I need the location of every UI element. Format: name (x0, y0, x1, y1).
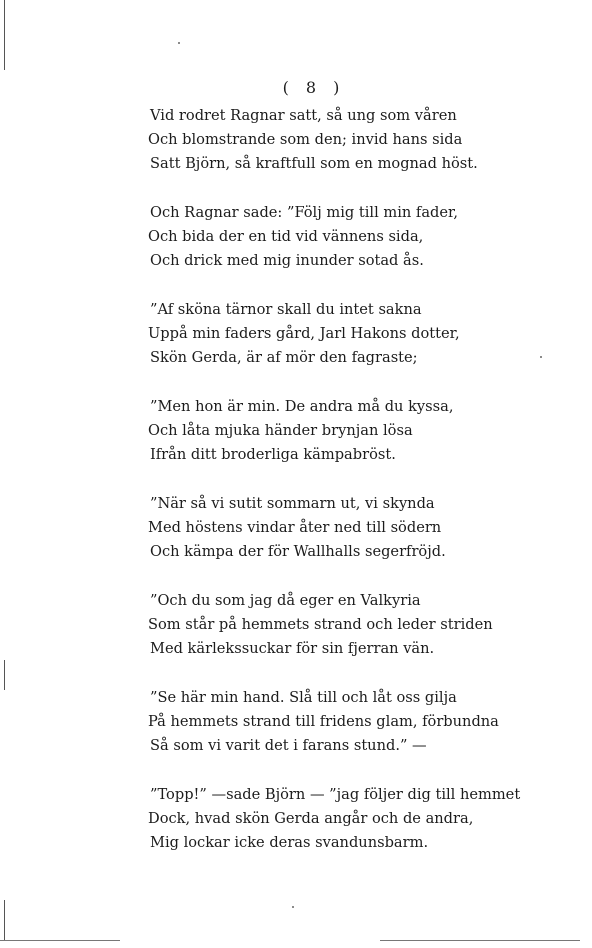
scan-speck (292, 906, 294, 908)
poem-line: ”Men hon är min. De andra må du kyssa, (150, 398, 454, 415)
poem-line: Så som vi varit det i farans stund.” — (150, 737, 427, 754)
poem-line: Mig lockar icke deras svandunsbarm. (150, 834, 429, 851)
poem-line: Och bida der en tid vid vännens sida, (148, 228, 424, 245)
poem-line: ”Se här min hand. Slå till och låt oss gilja (150, 689, 457, 706)
poem-line: Satt Björn, så kraftfull som en mognad höst. (150, 155, 478, 172)
stanza (146, 492, 566, 564)
stanza (146, 201, 566, 273)
poem (146, 104, 566, 880)
page-number: ( 8 ) (282, 78, 346, 97)
scan-edge-mark (4, 900, 5, 940)
stanza (146, 589, 566, 661)
stanza (146, 783, 566, 855)
scan-edge-mark (4, 660, 5, 690)
poem-line: Vid rodret Ragnar satt, så ung som våren (150, 107, 457, 124)
poem-line: På hemmets strand till fridens glam, förbundna (148, 713, 499, 730)
scan-edge-mark (4, 0, 5, 70)
poem-line: ”När så vi sutit sommarn ut, vi skynda (150, 495, 435, 512)
poem-line: Med kärlekssuckar för sin fjerran vän. (150, 640, 435, 657)
poem-line: Och Ragnar sade: ”Följ mig till min fader, (150, 204, 459, 221)
poem-line: Och kämpa der för Wallhalls segerfröjd. (150, 543, 446, 560)
stanza (146, 686, 566, 758)
poem-line: Och blomstrande som den; invid hans sida (148, 131, 463, 148)
poem-line: Som står på hemmets strand och leder striden (148, 616, 493, 633)
poem-line: Och låta mjuka händer brynjan lösa (148, 422, 413, 439)
scan-bottom-rule (380, 940, 580, 941)
scan-speck (178, 42, 180, 44)
poem-line: Och drick med mig inunder sotad ås. (150, 252, 424, 269)
stanza (146, 104, 566, 176)
scan-bottom-rule (0, 940, 120, 941)
poem-line: Ifrån ditt broderliga kämpabröst. (150, 446, 396, 463)
stanza (146, 395, 566, 467)
poem-line: ”Och du som jag då eger en Valkyria (150, 592, 421, 609)
poem-line: Dock, hvad skön Gerda angår och de andra, (148, 810, 474, 827)
poem-line: Uppå min faders gård, Jarl Hakons dotter, (148, 325, 460, 342)
poem-line: ”Topp!” —sade Björn — ”jag följer dig till hemmet (150, 786, 521, 803)
poem-line: ”Af sköna tärnor skall du intet sakna (150, 301, 422, 318)
poem-line: Med höstens vindar åter ned till södern (148, 519, 442, 536)
stanza (146, 298, 566, 370)
poem-line: Skön Gerda, är af mör den fagraste; (150, 349, 418, 366)
